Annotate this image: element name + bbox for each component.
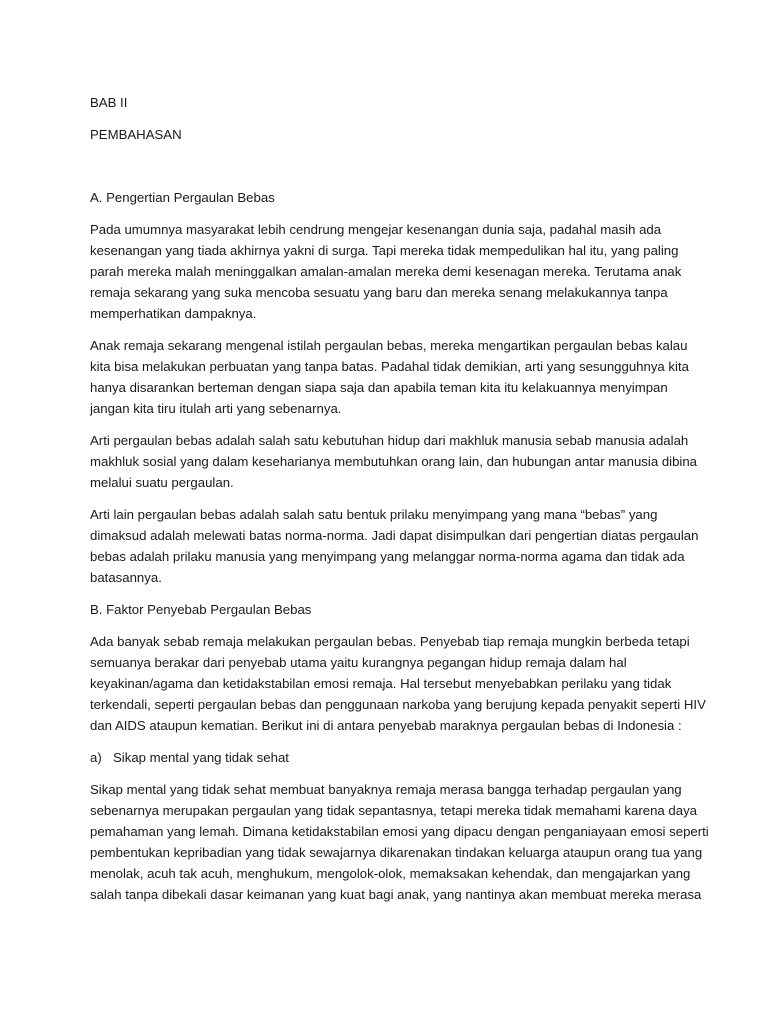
text-line: pembentukan kepribadian yang tidak sewajarnya dikarenakan tindakan keluarga ataupun orang tua yang [90, 845, 703, 860]
text-line: salah tanpa dibekali dasar keimanan yang kuat bagi anak, yang nantinya akan membuat mereka merasa [90, 887, 702, 902]
text-line: kesenangan yang tiada akhirnya yakni di surga. Tapi mereka tidak mempedulikan hal itu, yang paling [90, 243, 679, 258]
text-line: semuanya berakar dari penyebab utama yaitu kurangnya pegangan hidup remaja dalam hal [90, 655, 627, 670]
text-line: bebas adalah prilaku manusia yang menyimpang yang melanggar norma-norma agama dan tidak ada [90, 549, 685, 564]
text-line: melalui suatu pergaulan. [90, 475, 234, 490]
chapter-label: BAB II [90, 95, 128, 110]
text-line: dan AIDS ataupun kematian. Berikut ini di antara penyebab maraknya pergaulan bebas di Indonesia : [90, 718, 682, 733]
text-line: kita bisa melakukan perbuatan yang tanpa batas. Padahal tidak demikian, arti yang sesungguhnya kita [90, 359, 689, 374]
subsection-a-paragraph [90, 779, 709, 905]
section-b-heading: B. Faktor Penyebab Pergaulan Bebas [90, 602, 312, 617]
text-line: Sikap mental yang tidak sehat membuat banyaknya remaja merasa bangga terhadap pergaulan yang [90, 782, 682, 797]
text-line: Arti pergaulan bebas adalah salah satu kebutuhan hidup dari makhluk manusia sebab manusia adalah [90, 433, 689, 448]
text-line: pemahaman yang lemah. Dimana ketidakstabilan emosi yang dipacu dengan penganiayaan emosi seperti [90, 824, 709, 839]
section-a-heading: A. Pengertian Pergaulan Bebas [90, 190, 275, 205]
text-line: Anak remaja sekarang mengenal istilah pergaulan bebas, mereka mengartikan pergaulan bebas kalau [90, 338, 688, 353]
text-line: memperhatikan dampaknya. [90, 306, 257, 321]
section-b-paragraph-1 [90, 631, 706, 736]
text-line: dimaksud adalah melewati batas norma-norma. Jadi dapat disimpulkan dari pengertian diatas pergaulan [90, 528, 699, 543]
text-line: jangan kita tiru itulah arti yang sebenarnya. [90, 401, 342, 416]
text-line: keyakinan/agama dan ketidakstabilan emosi remaja. Hal tersebut menyebabkan perilaku yang tidak [90, 676, 672, 691]
text-line: Ada banyak sebab remaja melakukan pergaulan bebas. Penyebab tiap remaja mungkin berbeda tetapi [90, 634, 690, 649]
text-line: batasannya. [90, 570, 162, 585]
chapter-title: PEMBAHASAN [90, 127, 182, 142]
subsection-marker: a) [90, 750, 102, 765]
section-a-paragraph-1 [90, 219, 680, 324]
text-line: terkendali, seperti pergaulan bebas dan penggunaan narkoba yang berujung kepada penyakit seperti HIV [90, 697, 706, 712]
text-line: hanya disarankan berteman dengan siapa saja dan apabila teman kita itu kelakuannya menyimpan [90, 380, 668, 395]
text-line: sebenarnya merupakan pergaulan yang tidak sepantasnya, tetapi mereka tidak memahami karena daya [90, 803, 697, 818]
section-a-paragraph-3 [90, 430, 698, 493]
text-line: makhluk sosial yang dalam keseharianya membutuhkan orang lain, dan hubungan antar manusia dibina [90, 454, 698, 469]
section-a-paragraph-2 [90, 335, 689, 419]
text-line: Pada umumnya masyarakat lebih cendrung mengejar kesenangan dunia saja, padahal masih ada [90, 222, 662, 237]
subsection-a-heading [90, 747, 680, 768]
text-line: parah mereka malah meninggalkan amalan-amalan mereka demi kesenagan mereka. Terutama anak [90, 264, 682, 279]
section-a-paragraph-4 [90, 504, 699, 588]
text-line: Arti lain pergaulan bebas adalah salah satu bentuk prilaku menyimpang yang mana “bebas” yang [90, 507, 658, 522]
subsection-title: Sikap mental yang tidak sehat [113, 750, 289, 765]
text-line: remaja sekarang yang suka mencoba sesuatu yang baru dan mereka senang melakukannya tanpa [90, 285, 668, 300]
text-line: menolak, acuh tak acuh, menghukum, mengolok-olok, memaksakan kehendak, dan mengajarkan yang [90, 866, 691, 881]
document-body [90, 92, 709, 916]
